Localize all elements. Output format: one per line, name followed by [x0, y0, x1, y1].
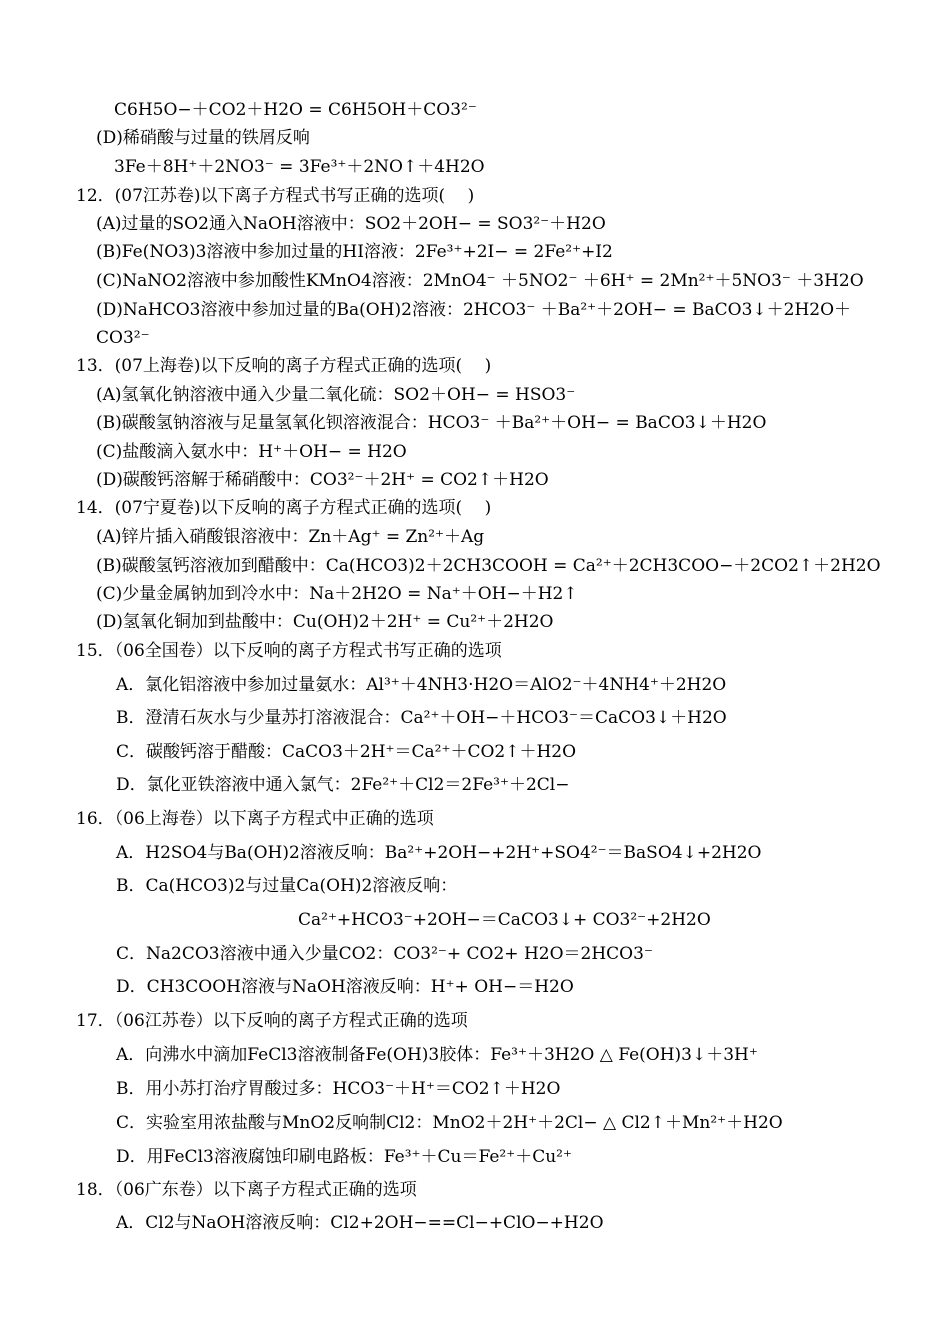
q14-title: 14．(07宁夏卷)以下反响的离子方程式正确的选项( ) — [76, 498, 492, 518]
q14-option-a: (A)锌片插入硝酸银溶液中：Zn＋Ag⁺ = Zn²⁺＋Ag — [96, 527, 485, 547]
q17-option-a: A．向沸水中滴加FeCl3溶液制备Fe(OH)3胶体：Fe³⁺＋3H2O △ Fe(OH)3↓＋3H⁺ — [116, 1045, 758, 1065]
q11-option-c-equation: C6H5O−＋CO2＋H2O = C6H5OH＋CO3²⁻ — [114, 100, 477, 120]
q16-option-d: D．CH3COOH溶液与NaOH溶液反响：H⁺+ OH−＝H2O — [116, 977, 574, 997]
q15-option-b: B．澄清石灰水与少量苏打溶液混合：Ca²⁺＋OH−＋HCO3⁻＝CaCO3↓＋H2O — [116, 708, 727, 728]
q16-option-b: B．Ca(HCO3)2与过量Ca(OH)2溶液反响： — [116, 876, 458, 896]
q13-option-c: (C)盐酸滴入氨水中：H⁺＋OH− = H2O — [96, 442, 407, 462]
q13-option-d: (D)碳酸钙溶解于稀硝酸中：CO3²⁻＋2H⁺ = CO2↑＋H2O — [96, 470, 549, 490]
q12-option-c: (C)NaNO2溶液中参加酸性KMnO4溶液：2MnO4⁻ ＋5NO2⁻ ＋6H⁺ = 2Mn²⁺＋5NO3⁻ ＋3H2O — [96, 271, 864, 291]
q15-title: 15．（06全国卷）以下反响的离子方程式书写正确的选项 — [76, 641, 502, 661]
q18-title: 18．（06广东卷）以下离子方程式正确的选项 — [76, 1180, 417, 1200]
q12-option-d: (D)NaHCO3溶液中参加过量的Ba(OH)2溶液：2HCO3⁻ ＋Ba²⁺＋2OH− = BaCO3↓＋2H2O＋CO3²⁻ — [96, 300, 852, 348]
q12-option-a: (A)过量的SO2通入NaOH溶液中：SO2＋2OH− = SO3²⁻＋H2O — [96, 214, 606, 234]
q16-option-a: A．H2SO4与Ba(OH)2溶液反响：Ba²⁺+2OH−+2H⁺+SO4²⁻＝BaSO4↓+2H2O — [116, 843, 762, 863]
q15-option-c: C．碳酸钙溶于醋酸：CaCO3＋2H⁺＝Ca²⁺＋CO2↑＋H2O — [116, 742, 577, 762]
q13-title: 13．(07上海卷)以下反响的离子方程式正确的选项( ) — [76, 356, 492, 376]
q14-option-d: (D)氢氧化铜加到盐酸中：Cu(OH)2＋2H⁺ = Cu²⁺＋2H2O — [96, 612, 554, 632]
q15-option-d: D．氯化亚铁溶液中通入氯气：2Fe²⁺＋Cl2＝2Fe³⁺＋2Cl− — [116, 775, 570, 795]
q16-option-c: C．Na2CO3溶液中通入少量CO2：CO3²⁻+ CO2+ H2O＝2HCO3⁻ — [116, 944, 653, 964]
q14-option-b: (B)碳酸氢钙溶液加到醋酸中：Ca(HCO3)2＋2CH3COOH = Ca²⁺＋2CH3COO−＋2CO2↑＋2H2O — [96, 556, 881, 576]
q12-title: 12．(07江苏卷)以下离子方程式书写正确的选项( ) — [76, 186, 475, 206]
q14-option-c: (C)少量金属钠加到冷水中：Na＋2H2O = Na⁺＋OH−＋H2↑ — [96, 584, 578, 604]
q11-option-d-equation: 3Fe＋8H⁺＋2NO3⁻ = 3Fe³⁺＋2NO↑＋4H2O — [114, 157, 485, 177]
q16-option-b-equation: Ca²⁺+HCO3⁻+2OH−＝CaCO3↓+ CO3²⁻+2H2O — [298, 910, 711, 930]
q18-option-a: A．Cl2与NaOH溶液反响：Cl2+2OH−==Cl−+ClO−+H2O — [116, 1213, 604, 1233]
q16-title: 16．（06上海卷）以下离子方程式中正确的选项 — [76, 809, 434, 829]
q15-option-a: A．氯化铝溶液中参加过量氨水：Al³⁺＋4NH3·H2O＝AlO2⁻＋4NH4⁺＋2H2O — [116, 675, 727, 695]
q13-option-a: (A)氢氧化钠溶液中通入少量二氧化硫：SO2＋OH− = HSO3⁻ — [96, 385, 576, 405]
q17-title: 17．（06江苏卷）以下反响的离子方程式正确的选项 — [76, 1011, 468, 1031]
q17-option-c: C．实验室用浓盐酸与MnO2反响制Cl2：MnO2＋2H⁺＋2Cl− △ Cl2↑＋Mn²⁺＋H2O — [116, 1113, 783, 1133]
q13-option-b: (B)碳酸氢钠溶液与足量氢氧化钡溶液混合：HCO3⁻ ＋Ba²⁺＋OH− = BaCO3↓＋H2O — [96, 413, 767, 433]
q17-option-d: D．用FeCl3溶液腐蚀印刷电路板：Fe³⁺＋Cu＝Fe²⁺＋Cu²⁺ — [116, 1147, 572, 1167]
q11-option-d: (D)稀硝酸与过量的铁屑反响 — [96, 128, 310, 148]
q17-option-b: B．用小苏打治疗胃酸过多：HCO3⁻＋H⁺＝CO2↑＋H2O — [116, 1079, 561, 1099]
q12-option-b: (B)Fe(NO3)3溶液中参加过量的HI溶液：2Fe³⁺+2I− = 2Fe²⁺+I2 — [96, 242, 613, 262]
